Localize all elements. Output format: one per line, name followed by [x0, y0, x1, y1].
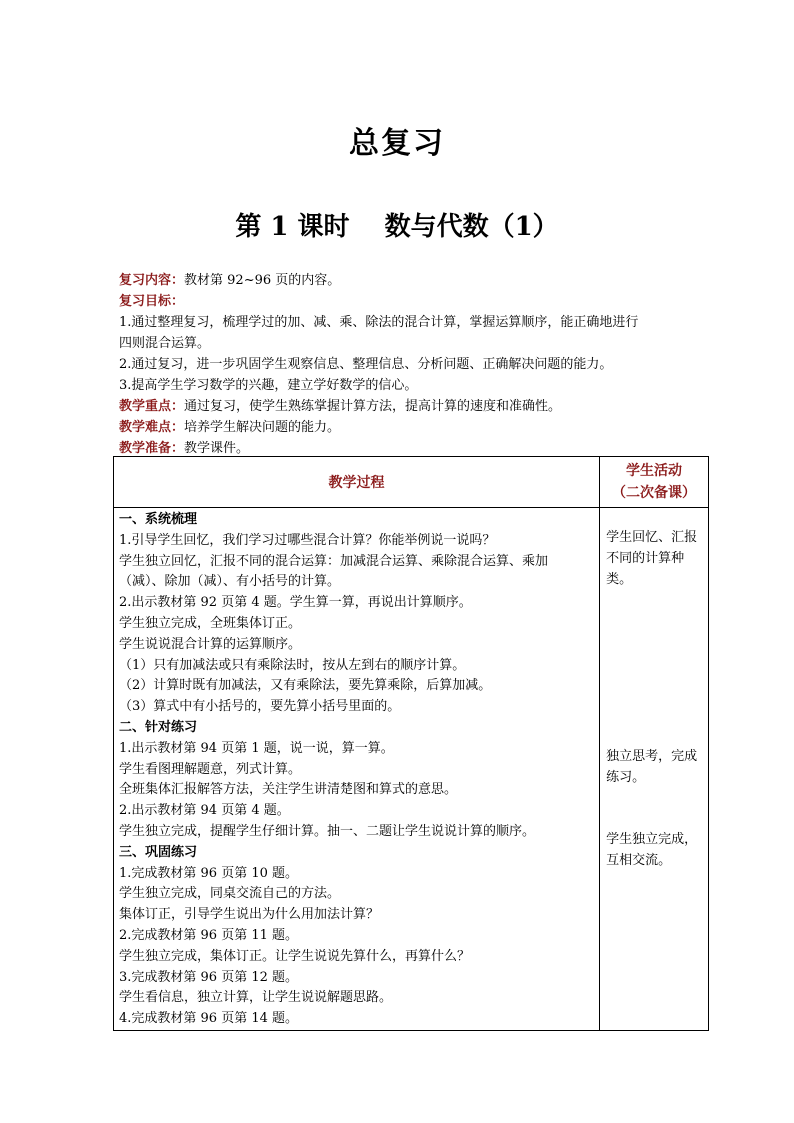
activity-header	[600, 457, 709, 508]
goal-line: 1.通过整理复习，梳理学过的加、减、乘、除法的混合计算，掌握运算顺序，能正确地进行	[119, 315, 639, 330]
process-line: 全班集体汇报解答方法，关注学生讲清楚图和算式的意思。	[119, 782, 458, 798]
process-cell	[114, 508, 600, 1031]
process-line: 学生看图理解题意，列式计算。	[119, 761, 302, 777]
spacer	[606, 789, 704, 830]
process-line: 学生独立完成，提醒学生仔细计算。抽一、二题让学生说说计算的顺序。	[119, 823, 536, 839]
difficulty-text: 培养学生解决问题的能力。	[184, 420, 341, 435]
table-body-row	[114, 508, 709, 1031]
process-line: 1.完成教材第 96 页第 10 题。	[119, 865, 299, 881]
section-heading: 三、巩固练习	[119, 844, 198, 860]
process-line: 学生独立完成，同桌交流自己的方法。	[119, 886, 341, 902]
process-line: 学生看信息，独立计算，让学生说说解题思路。	[119, 990, 393, 1006]
process-line: 4.完成教材第 96 页第 14 题。	[119, 1011, 299, 1027]
process-header: 教学过程	[114, 457, 600, 508]
spacer	[606, 590, 704, 747]
activity-cell	[600, 508, 709, 1031]
review-content-text: 教材第 92~96 页的内容。	[184, 273, 341, 288]
goal-line: 3.提高学生学习数学的兴趣，建立学好数学的信心。	[119, 378, 418, 393]
review-goals-row	[119, 291, 699, 312]
activity-line: 互相交流。	[606, 852, 672, 868]
process-line: 集体订正，引导学生说出为什么用加法计算？	[119, 907, 380, 923]
section-heading: 二、针对练习	[119, 719, 198, 735]
activity-line: 类。	[606, 571, 633, 587]
process-line: 2.出示教材第 94 页第 4 题。	[119, 803, 290, 819]
activity-line: 不同的计算种	[606, 550, 685, 566]
process-line: 3.完成教材第 96 页第 12 题。	[119, 969, 299, 985]
process-line: 学生独立完成，全班集体订正。	[119, 615, 302, 631]
activity-note	[606, 747, 704, 789]
activity-note	[606, 830, 704, 872]
activity-header-line2: （二次备课）	[612, 485, 697, 501]
activity-line: 学生独立完成，	[606, 831, 698, 847]
difficulty-row	[119, 417, 699, 438]
goal-line: 四则混合运算。	[119, 336, 211, 351]
process-line: 1.引导学生回忆，我们学习过哪些混合计算？你能举例说一说吗？	[119, 532, 496, 548]
lesson-meta	[119, 270, 699, 459]
process-line: 2.完成教材第 96 页第 11 题。	[119, 927, 299, 943]
spacer	[606, 508, 704, 528]
key-point-label: 教学重点：	[119, 399, 185, 414]
preparation-text: 教学课件。	[184, 441, 250, 456]
lesson-title: 第 1 课时 数与代数（1）	[235, 212, 559, 242]
teaching-plan-table	[113, 456, 709, 1031]
process-line: 学生独立回忆，汇报不同的混合运算：加减混合运算、乘除混合运算、乘加	[119, 553, 549, 569]
difficulty-label: 教学难点：	[119, 420, 185, 435]
activity-note	[606, 528, 704, 590]
table-header-row	[114, 457, 709, 508]
process-line: （减）、除加（减）、有小括号的计算。	[119, 574, 341, 590]
goal-line: 2.通过复习，进一步巩固学生观察信息、整理信息、分析问题、正确解决问题的能力。	[119, 357, 613, 372]
process-line: （2）计算时既有加减法，又有乘除法，要先算乘除，后算加减。	[119, 678, 492, 694]
process-line: 学生独立完成，集体订正。让学生说说先算什么，再算什么？	[119, 948, 471, 964]
process-line: 1.出示教材第 94 页第 1 题，说一说，算一算。	[119, 740, 394, 756]
review-content-row	[119, 270, 699, 291]
review-content-label: 复习内容：	[119, 273, 185, 288]
process-line: （1）只有加减法或只有乘除法时，按从左到右的顺序计算。	[119, 657, 466, 673]
activity-line: 独立思考，完成	[606, 749, 698, 765]
section-heading: 一、系统梳理	[119, 512, 198, 527]
review-goals-label: 复习目标：	[119, 294, 185, 309]
activity-header-line1: 学生活动	[626, 463, 683, 479]
process-line: 2.出示教材第 92 页第 4 题。学生算一算，再说出计算顺序。	[119, 595, 472, 611]
preparation-label: 教学准备：	[119, 441, 185, 456]
key-point-text: 通过复习，使学生熟练掌握计算方法，提高计算的速度和准确性。	[184, 399, 562, 414]
key-point-row	[119, 396, 699, 417]
page-title: 总复习	[349, 126, 445, 161]
process-line: （3）算式中有小括号的，要先算小括号里面的。	[119, 699, 401, 715]
activity-line: 学生回忆、汇报	[606, 530, 698, 545]
activity-line: 练习。	[606, 770, 646, 786]
process-line: 学生说说混合计算的运算顺序。	[119, 636, 302, 652]
